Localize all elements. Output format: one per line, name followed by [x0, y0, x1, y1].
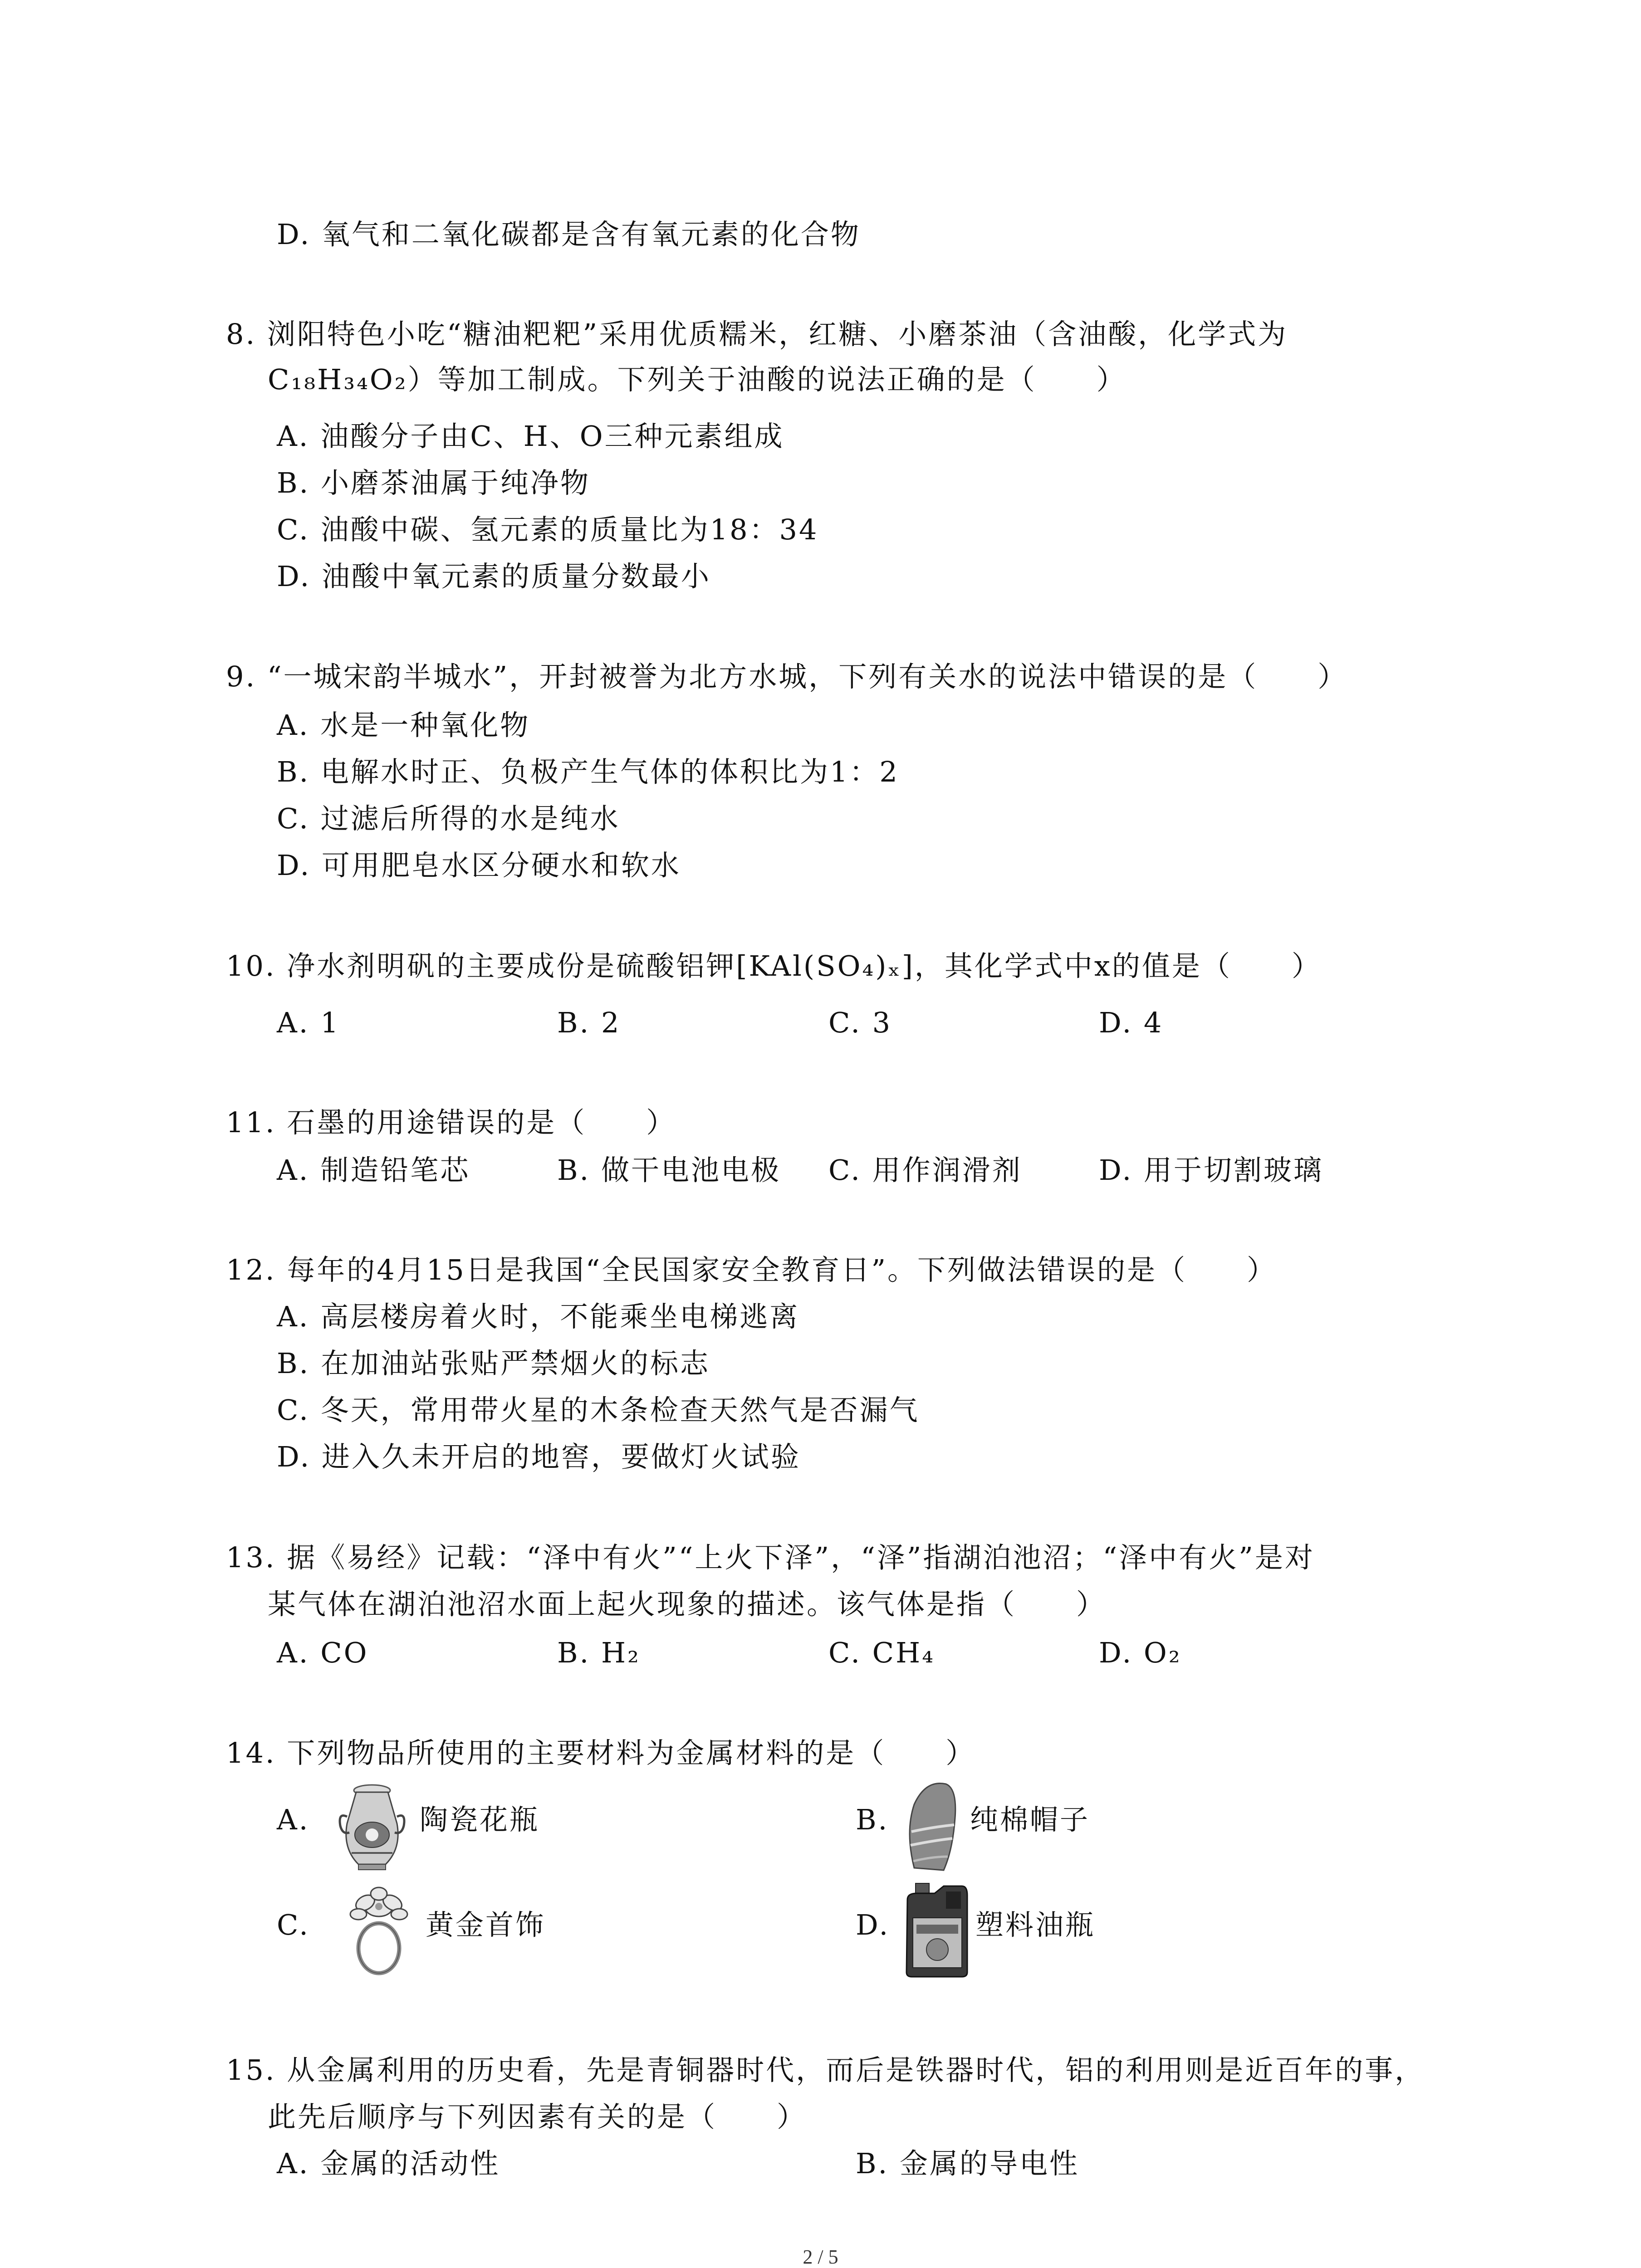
q14-option-d-label: D.	[856, 1908, 890, 1941]
q9-option-b: B. 电解水时正、负极产生气体的体积比为1：2	[277, 755, 899, 788]
q12-option-c: C. 冬天，常用带火星的木条检查天然气是否漏气	[277, 1393, 920, 1427]
plastic-oil-bottle-icon	[903, 1882, 971, 1979]
q13-option-b: B. H₂	[557, 1636, 641, 1669]
q9-stem: 9. “一城宋韵半城水”，开封被誉为北方水城，下列有关水的说法中错误的是（ ）	[226, 660, 1348, 693]
q9-option-d: D. 可用肥皂水区分硬水和软水	[277, 849, 681, 882]
porcelain-vase-icon	[333, 1780, 411, 1871]
q8-option-a: A. 油酸分子由C、H、O三种元素组成	[277, 420, 784, 453]
q14-option-c-text: 黄金首饰	[426, 1908, 546, 1941]
q14-option-d-text: 塑料油瓶	[975, 1908, 1096, 1941]
q13-option-a: A. CO	[277, 1636, 369, 1669]
q12-option-a: A. 高层楼房着火时，不能乘坐电梯逃离	[277, 1300, 800, 1333]
q15-option-a: A. 金属的活动性	[277, 2147, 500, 2180]
q13-option-d: D. O₂	[1099, 1636, 1182, 1669]
q10-option-d: D. 4	[1099, 1006, 1164, 1039]
q13-stem-line1: 13. 据《易经》记载：“泽中有火”“上火下泽”，“泽”指湖泊池沼；“泽中有火”是对	[226, 1541, 1315, 1574]
q10-stem: 10. 净水剂明矾的主要成份是硫酸铝钾[KAl(SO₄)ₓ]，其化学式中x的值是（ ）	[226, 949, 1322, 982]
cotton-hat-icon	[901, 1777, 960, 1875]
q14-option-b-text: 纯棉帽子	[970, 1803, 1090, 1836]
q15-stem-line1: 15. 从金属利用的历史看，先是青铜器时代，而后是铁器时代，铝的利用则是近百年的事，	[226, 2053, 1425, 2087]
q15-option-b: B. 金属的导电性	[856, 2147, 1079, 2180]
q14-option-c-label: C.	[277, 1908, 310, 1941]
q8-stem-line1: 8. 浏阳特色小吃“糖油粑粑”采用优质糯米，红糖、小磨茶油（含油酸，化学式为	[226, 318, 1288, 351]
page-number: 2 / 5	[803, 2246, 838, 2268]
q12-option-d: D. 进入久未开启的地窖，要做灯火试验	[277, 1440, 801, 1473]
q8-option-b: B. 小磨茶油属于纯净物	[277, 466, 590, 499]
q10-option-c: C. 3	[828, 1006, 892, 1039]
q14-option-b-label: B.	[856, 1803, 889, 1836]
q10-option-b: B. 2	[557, 1006, 621, 1039]
q9-option-a: A. 水是一种氧化物	[277, 709, 530, 742]
q10-option-a: A. 1	[277, 1006, 340, 1039]
q8-option-c: C. 油酸中碳、氢元素的质量比为18：34	[277, 513, 819, 546]
q8-stem-line2: C₁₈H₃₄O₂）等加工制成。下列关于油酸的说法正确的是（ ）	[268, 363, 1127, 396]
q14-option-a-label: A.	[277, 1803, 310, 1836]
q14-stem: 14. 下列物品所使用的主要材料为金属材料的是（ ）	[226, 1736, 976, 1769]
q12-option-b: B. 在加油站张贴严禁烟火的标志	[277, 1347, 710, 1380]
q12-stem: 12. 每年的4月15日是我国“全民国家安全教育日”。下列做法错误的是（ ）	[226, 1253, 1277, 1286]
q11-option-a: A. 制造铅笔芯	[277, 1154, 470, 1187]
q7-option-d: D. 氧气和二氧化碳都是含有氧元素的化合物	[277, 218, 861, 251]
q13-option-c: C. CH₄	[828, 1636, 936, 1669]
q11-option-b: B. 做干电池电极	[557, 1154, 781, 1187]
q8-option-d: D. 油酸中氧元素的质量分数最小	[277, 560, 711, 593]
q9-option-c: C. 过滤后所得的水是纯水	[277, 802, 620, 835]
q11-stem: 11. 石墨的用途错误的是（ ）	[226, 1106, 676, 1139]
q15-stem-line2: 此先后顺序与下列因素有关的是（ ）	[268, 2100, 807, 2133]
q11-option-d: D. 用于切割玻璃	[1099, 1154, 1323, 1187]
q11-option-c: C. 用作润滑剂	[828, 1154, 1022, 1187]
q14-option-a-text: 陶瓷花瓶	[420, 1803, 540, 1836]
q13-stem-line2: 某气体在湖泊池沼水面上起火现象的描述。该气体是指（ ）	[268, 1588, 1107, 1621]
gold-jewelry-icon	[340, 1880, 417, 1978]
